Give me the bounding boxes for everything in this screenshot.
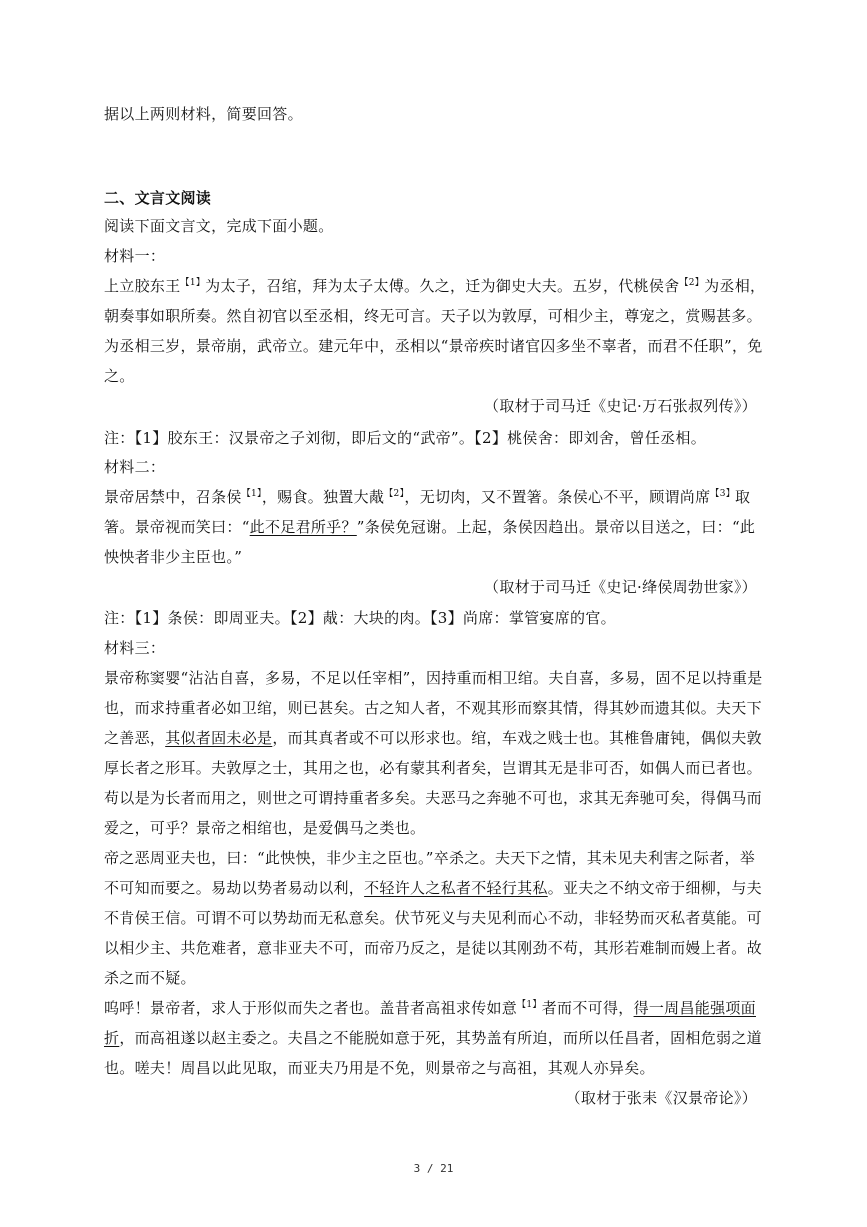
footnote-marker: 【2】 [679, 278, 705, 288]
underlined-sentence: 不轻许人之私者不轻行其私 [364, 879, 548, 897]
material-1-line: 为丞相三岁，景帝崩，武帝立。建元年中，丞相以“景帝疾时诸官囚多坐不辜者，而君不任职”，免 [104, 337, 763, 355]
section-instruction: 阅读下面文言文，完成下面小题。 [104, 217, 334, 235]
footnote-marker: 【1】 [180, 278, 206, 288]
material-1-line: 朝奏事如职所奏。然自初官以至丞相，终无可言。天子以为敦厚，可相少主，尊宠之，赏赐甚多。 [104, 307, 762, 325]
footnote-marker: 【1】 [241, 489, 262, 499]
material-3-line: 也。嗟夫！周昌以此见取，而亚夫乃用是不免，则景帝之与高祖，其观人亦异矣。 [104, 1059, 655, 1077]
material-3-line: 苟以是为长者而用之，则世之可谓持重者多矣。夫恶马之奔驰不可也，求其无奔驰可矣，得偶马而 [104, 789, 762, 807]
underlined-sentence: 得一周昌能强项面 [633, 999, 756, 1017]
material-2-line: 箸。景帝视而笑曰：“此不足君所乎？”条侯免冠谢。上起，条侯因趋出。景帝以目送之，曰：“此 [104, 518, 756, 536]
material-2-line: 怏怏者非少主臣也。” [104, 548, 243, 566]
underlined-sentence: 折 [104, 1029, 120, 1047]
material-3-line: 帝之恶周亚夫也，曰：“此怏怏，非少主之臣也。”卒杀之。夫天下之情，其未见夫利害之际者，举 [104, 849, 756, 867]
material-1-line: 之。 [104, 367, 135, 385]
footnote-marker: 【1】 [517, 1000, 542, 1010]
material-1-line: 上立胶东王$^{【1】}$为太子，召绾，拜为太子太傅。久之，迁为御史大夫。五岁，代桃侯舍$^{【2】}$为丞相， [104, 277, 766, 295]
material-3-line: 杀之而不疑。 [104, 969, 196, 987]
material-1-note: 注：【1】胶东王：汉景帝之子刘彻，即后文的“武帝”。【2】桃侯舍：即刘舍，曾任丞相。 [104, 429, 707, 447]
material-2-note: 注：【1】条侯：即周亚夫。【2】胾：大块的肉。【3】尚席：掌管宴席的官。 [104, 609, 616, 627]
material-3-line: 爱之，可乎？景帝之相绾也，是爱偶马之类也。 [104, 819, 426, 837]
material-3-line: 厚长者之形耳。夫敦厚之士，其用之也，必有蒙其利者矣，岂谓其无是非可否，如偶人而已者也。 [104, 759, 762, 777]
material-3-line: 不可知而要之。易劫以势者易动以利，不轻许人之私者不轻行其私。亚夫之不纳文帝于细柳，与夫 [104, 879, 762, 897]
material-1-source: （取材于司马迁《史记·万石张叔列传》） [484, 397, 757, 415]
material-3-line: 以相少主、共危难者，意非亚夫不可，而帝乃反之，是徒以其刚劲不苟，其形若难制而嫚上者。故 [104, 939, 762, 957]
material-2-source: （取材于司马迁《史记·绛侯周勃世家》） [484, 578, 757, 596]
material-2-line: 景帝居禁中，召条侯$^{【1】}$，赐食。独置大胾$^{【2】}$，无切肉，又不置箸。条侯心不平，顾谓尚席$^{【3】}$取 [104, 488, 751, 506]
material-3-line: 呜呼！景帝者，求人于形似而失之者也。盖昔者高祖求传如意$^{【1】}$者而不可得，得一周昌能强项面 [104, 999, 756, 1017]
material-3-source: （取材于张耒《汉景帝论》） [565, 1089, 757, 1107]
page-number: 3 / 21 [413, 1162, 454, 1175]
material-3-line: 之善恶，其似者固未必是，而其真者或不可以形求也。绾，车戏之贱士也。其椎鲁庸钝，偶似夫敦 [104, 729, 762, 747]
material-3-label: 材料三： [104, 639, 166, 657]
material-2-label: 材料二： [104, 458, 166, 476]
material-3-line: 不肯侯王信。可谓不可以势劫而无私意矣。伏节死义与夫见利而心不动，非轻势而灭私者莫能。可 [104, 909, 762, 927]
footnote-marker: 【2】 [384, 489, 405, 499]
section-title: 二、文言文阅读 [104, 189, 212, 207]
material-3-line: 折，而高祖遂以赵主委之。夫昌之不能脱如意于死，其势盖有所迫，而所以任昌者，固相危弱之道 [104, 1029, 762, 1047]
material-1-label: 材料一： [104, 247, 166, 265]
underlined-sentence: 此不足君所乎？ [249, 518, 357, 536]
intro-text: 据以上两则材料，简要回答。 [104, 105, 303, 123]
underlined-sentence: 其似者固未必是 [165, 729, 273, 747]
footnote-marker: 【3】 [710, 489, 736, 499]
material-3-line: 景帝称窦婴“沾沾自喜，多易，不足以任宰相”，因持重而相卫绾。夫自喜，多易，固不足以持重是 [104, 669, 763, 687]
material-3-line: 也，而求持重者必如卫绾，则已甚矣。古之知人者，不观其形而察其情，得其妙而遗其似。夫天下 [104, 699, 762, 717]
